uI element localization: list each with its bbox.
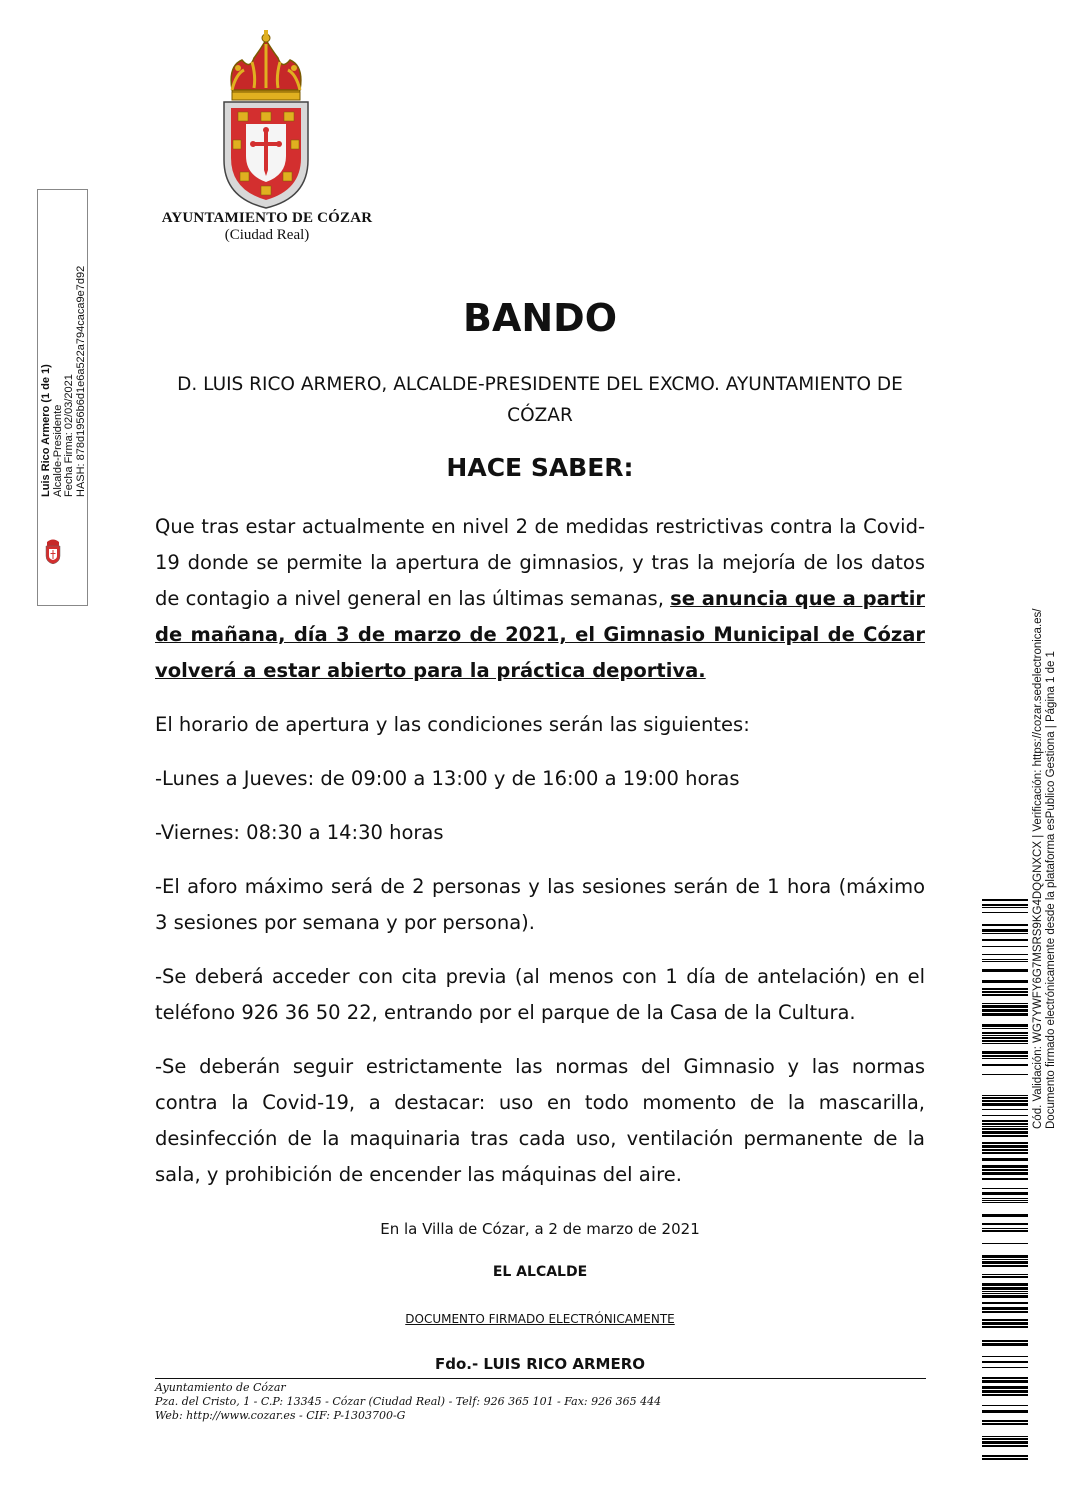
hace-saber-heading: HACE SABER: (446, 453, 634, 482)
barcode-bar (982, 1178, 1028, 1180)
barcode-bar (982, 1152, 1028, 1154)
signer-title: EL ALCALDE (492, 1264, 588, 1280)
barcode-bar (982, 1051, 1028, 1054)
paragraph-announcement (155, 509, 925, 689)
footer-address: Pza. del Cristo, 1 - C.P: 13345 - Cózar (Ciudad Real) - Telf: 926 365 101 - Fax: 926 365 444 (155, 1395, 662, 1408)
barcode-bar (982, 1198, 1028, 1199)
barcode-bar (982, 1058, 1028, 1059)
barcode-bar (982, 1074, 1028, 1075)
barcode-bar (982, 1188, 1028, 1189)
paragraph-appointment: -Se deberá acceder con cita previa (al menos con 1 día de antelación) en el teléfono 926 36 50 22, entrando por el parque de la Casa de la Cultura. (155, 965, 925, 1024)
org-header (150, 210, 384, 244)
barcode-bar (982, 1255, 1028, 1258)
barcode-bar (982, 1295, 1028, 1298)
verification-platform: Documento firmado electrónicamente desde la plataforma esPublico Gestiona | Página 1 de 1 (1045, 651, 1057, 1129)
barcode-bar (982, 924, 1028, 926)
barcode-bar (982, 1441, 1028, 1444)
barcode-bar (982, 1291, 1028, 1292)
barcode-bar (982, 1259, 1028, 1260)
barcode-bar (982, 1405, 1028, 1406)
barcode-bar (982, 988, 1028, 990)
barcode-bar (982, 907, 1028, 908)
barcode-bar (982, 1394, 1028, 1396)
barcode-bar (982, 1311, 1028, 1313)
barcode-bar (982, 1040, 1028, 1042)
barcode-bar (982, 1169, 1028, 1171)
barcode-bar (982, 1274, 1028, 1275)
barcode-bar (982, 994, 1028, 996)
verification-text (1032, 608, 1058, 1129)
barcode-bar (982, 1145, 1028, 1148)
signature-hash: HASH: 878d1956b6d1e6a522a794caca9e7d92 (74, 265, 87, 497)
barcode-bar (982, 1095, 1028, 1096)
barcode-icon (982, 899, 1028, 1460)
barcode-bar (982, 1230, 1028, 1232)
barcode-bar (982, 1436, 1028, 1437)
barcode-bar (982, 1158, 1028, 1161)
barcode-bar (982, 1319, 1028, 1321)
barcode-bar (982, 991, 1028, 993)
page-footer (155, 1381, 926, 1423)
barcode-bar (982, 1420, 1028, 1422)
org-name: AYUNTAMIENTO DE CÓZAR (161, 210, 373, 226)
barcode-bar (982, 1367, 1028, 1368)
barcode-bar (982, 1380, 1028, 1383)
announcement-emphasis: se anuncia que a partir de mañana, día 3 de marzo de 2021, el Gimnasio Municipal de Cózar volverá a estar abierto para la práctica deportiva. (155, 587, 926, 682)
barcode-bar (982, 1103, 1028, 1106)
barcode-bar (982, 904, 1028, 906)
signature-line: Fdo.- LUIS RICO ARMERO (435, 1355, 645, 1373)
barcode-bar (982, 1005, 1028, 1008)
verification-code: Cód. Validación: WG7YWFY6G7MSRS9KG4DQGNXCX | Verificación: https://cozar.sedelectronica.es/ (1032, 608, 1044, 1129)
barcode-bar (982, 1214, 1028, 1217)
place-date: En la Villa de Cózar, a 2 de marzo de 2021 (380, 1220, 700, 1238)
barcode-bar (982, 1265, 1028, 1267)
barcode-bar (982, 1202, 1028, 1203)
barcode-bar (982, 1438, 1028, 1440)
barcode-bar (982, 1128, 1028, 1130)
barcode-bar (982, 1276, 1028, 1278)
barcode-bar (982, 1165, 1028, 1168)
barcode-bar (982, 1410, 1028, 1413)
barcode-bar (982, 1037, 1028, 1039)
barcode-bar (982, 1322, 1028, 1325)
org-location: (Ciudad Real) (224, 227, 310, 243)
barcode-bar (982, 1043, 1028, 1044)
barcode-bar (982, 1228, 1028, 1229)
document-lead: D. LUIS RICO ARMERO, ALCALDE-PRESIDENTE DEL EXCMO. AYUNTAMIENTO DE CÓZAR (177, 374, 903, 426)
barcode-bar (982, 1307, 1028, 1310)
barcode-bar (982, 1377, 1028, 1379)
paragraph-schedule-friday: -Viernes: 08:30 a 14:30 horas (155, 821, 444, 844)
barcode-bar (982, 1024, 1028, 1027)
barcode-bar (982, 1064, 1028, 1066)
barcode-bar (982, 1287, 1028, 1290)
barcode-bar (982, 1120, 1028, 1122)
barcode-bar (982, 1261, 1028, 1264)
barcode-bar (982, 1097, 1028, 1099)
barcode-bar (982, 1035, 1028, 1036)
barcode-bar (982, 899, 1028, 901)
barcode-bar (982, 1123, 1028, 1125)
barcode-bar (982, 1423, 1028, 1425)
barcode-bar (982, 1131, 1028, 1134)
signature-date: Fecha Firma: 02/03/2021 (63, 374, 75, 497)
barcode-bar (982, 1283, 1028, 1286)
paragraph-schedule-weekdays: -Lunes a Jueves: de 09:00 a 13:00 y de 16:00 a 19:00 horas (155, 767, 740, 790)
barcode-bar (982, 939, 1028, 941)
electronic-signature-note: DOCUMENTO FIRMADO ELECTRÓNICAMENTE (405, 1312, 675, 1326)
paragraph-rules: -Se deberán seguir estrictamente las normas del Gimnasio y las normas contra la Covid-19, a destacar: uso en todo momento de la mascarilla, desinfección de la maquinaria tras cada uso, ventilación permanente de la sala, y prohibición de encender las máquinas del aire. (155, 1055, 925, 1186)
barcode-bar (982, 954, 1028, 955)
barcode-bar (982, 1032, 1028, 1034)
barcode-bar (982, 1126, 1028, 1127)
barcode-bar (982, 1386, 1028, 1389)
footer-web: Web: http://www.cozar.es - CIF: P-1303700-G (155, 1409, 406, 1422)
barcode-bar (982, 959, 1028, 960)
document-body (155, 290, 925, 1373)
barcode-bar (982, 1135, 1028, 1137)
announcement-text: Que tras estar actualmente en nivel 2 de medidas restrictivas contra la Covid-19 donde se permite la apertura de gimnasios, y tras la mejoría de los datos de contagio a nivel general en las últimas semanas, (155, 515, 925, 610)
small-crest-icon (45, 538, 61, 564)
barcode-bar (982, 1223, 1028, 1225)
barcode-bar (982, 1455, 1028, 1457)
barcode-bar (982, 1326, 1028, 1328)
barcode-bar (982, 1243, 1028, 1244)
paragraph-schedule-intro: El horario de apertura y las condiciones serán las siguientes: (155, 713, 750, 736)
footer-org: Ayuntamiento de Cózar (155, 1381, 286, 1394)
barcode-bar (982, 1361, 1028, 1363)
document-title: BANDO (462, 296, 618, 340)
barcode-bar (982, 1100, 1028, 1102)
barcode-bar (982, 980, 1028, 983)
barcode-bar (982, 1115, 1028, 1116)
barcode-bar (982, 1458, 1028, 1460)
coat-of-arms-icon (216, 30, 316, 212)
barcode-bar (982, 1340, 1028, 1342)
barcode-bar (982, 1009, 1028, 1012)
barcode-bar (982, 946, 1028, 947)
signer-role: Alcalde-Presidente (51, 404, 64, 497)
barcode-bar (982, 1192, 1028, 1195)
barcode-bar (982, 1390, 1028, 1393)
barcode-bar (982, 1293, 1028, 1294)
signer-name: Luis Rico Armero (1 de 1) (40, 364, 52, 497)
footer-divider (155, 1378, 926, 1379)
barcode-bar (982, 1343, 1028, 1346)
barcode-bar (982, 929, 1028, 932)
barcode-bar (982, 1356, 1028, 1357)
paragraph-capacity: -El aforo máximo será de 2 personas y las sesiones serán de 1 hora (máximo 3 sesiones por semana y por persona). (155, 875, 925, 934)
barcode-bar (982, 961, 1028, 962)
barcode-bar (982, 933, 1028, 934)
barcode-bar (982, 1149, 1028, 1151)
barcode-bar (982, 912, 1028, 913)
barcode-bar (982, 1013, 1028, 1016)
barcode-bar (982, 969, 1028, 972)
barcode-bar (982, 1055, 1028, 1057)
barcode-bar (982, 1172, 1028, 1175)
barcode-bar (982, 1302, 1028, 1304)
barcode-bar (982, 1142, 1028, 1144)
barcode-bar (982, 1109, 1028, 1110)
barcode-bar (982, 1200, 1028, 1201)
barcode-bar (982, 1445, 1028, 1447)
signature-stamp-text (41, 257, 87, 497)
barcode-bar (982, 1003, 1028, 1004)
barcode-bar (982, 1028, 1028, 1029)
